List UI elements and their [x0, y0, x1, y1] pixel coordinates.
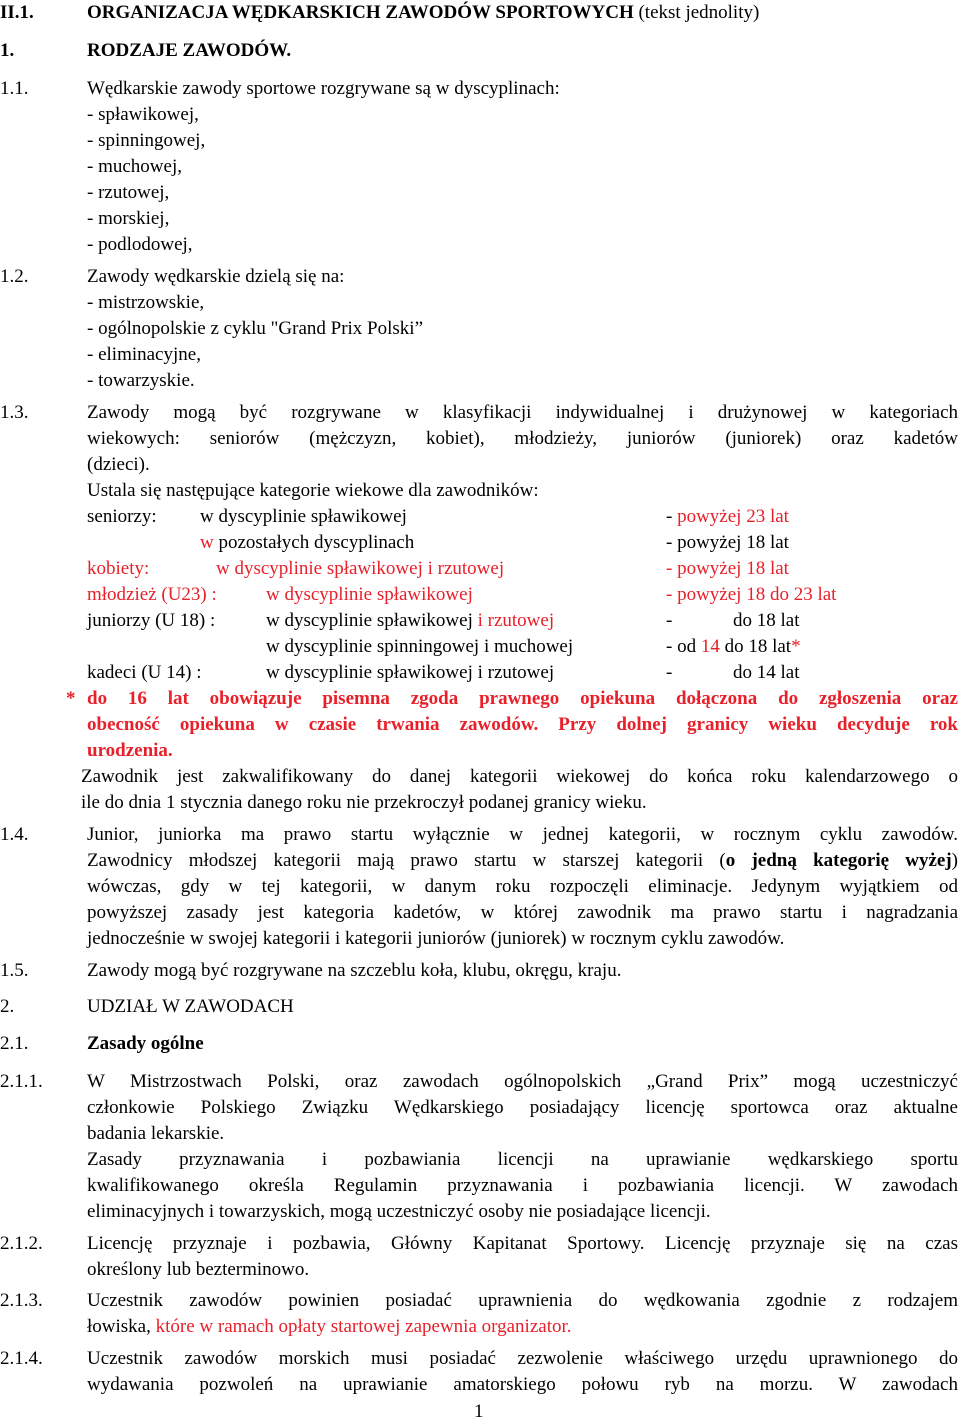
list-item: - spławikowej,: [87, 104, 199, 125]
paragraph-line: eliminacyjnych i towarzyskich, mogą uczestniczyć osoby nie posiadające licencji.: [87, 1201, 711, 1222]
paragraph-line: określony lub bezterminowo.: [87, 1259, 310, 1280]
list-item: - towarzyskie.: [87, 370, 195, 391]
section-number: 1.: [0, 40, 15, 61]
list-item: - spinningowej,: [87, 130, 206, 151]
paragraph-line: Licencję przyznaje i pozbawia, Główny Kapitanat Sportowy. Licencję przyznaje się na czas: [87, 1233, 958, 1254]
paragraph-number: 1.3.: [0, 402, 29, 423]
header-number: II.1.: [0, 2, 34, 23]
list-item: - eliminacyjne,: [87, 344, 201, 365]
section-number: 2.1.: [0, 1033, 29, 1054]
paragraph-line: kwalifikowanego określa Regulamin przyznawania i pozbawiania licencji. W zawodach: [87, 1175, 958, 1196]
header-title: ORGANIZACJA WĘDKARSKICH ZAWODÓW SPORTOWYCH: [87, 2, 634, 23]
paragraph-line: Zawody mogą być rozgrywane w klasyfikacji indywidualnej i drużynowej w kategoriach: [87, 402, 958, 423]
paragraph-line: Zasady przyznawania i pozbawiania licencji na uprawianie wędkarskiego sportu: [87, 1149, 958, 1170]
paragraph-number: 2.1.1.: [0, 1071, 43, 1092]
section-number: 2.: [0, 996, 15, 1017]
category-label: kadeci (U 14) :: [87, 662, 202, 683]
paragraph-number: 1.5.: [0, 960, 29, 981]
paragraph-line: Junior, juniorka ma prawo startu wyłącznie w jednej kategorii, w rocznym cyklu zawodów.: [87, 824, 958, 845]
category-age: - powyżej 18 do 23 lat: [666, 584, 837, 605]
category-discipline: w dyscyplinie spławikowej: [266, 584, 473, 605]
paragraph-number: 1.2.: [0, 266, 29, 287]
category-age: - powyżej 18 lat: [666, 558, 789, 579]
list-item: - rzutowej,: [87, 182, 170, 203]
category-discipline: w dyscyplinie spinningowej i muchowej: [266, 636, 574, 657]
category-age: - powyżej 23 lat: [666, 506, 789, 527]
category-age: - od 14 do 18 lat*: [666, 636, 801, 657]
paragraph-line: badania lekarskie.: [87, 1123, 225, 1144]
paragraph-number: 2.1.3.: [0, 1290, 43, 1311]
category-discipline: w dyscyplinie spławikowej i rzutowej: [266, 662, 555, 683]
paragraph-line: (dzieci).: [87, 454, 150, 475]
note-line: obecność opiekuna w czasie trwania zawodów. Przy dolnej granicy wieku decyduje rok: [87, 714, 958, 735]
header-suffix: (tekst jednolity): [633, 2, 760, 23]
list-item: - ogólnopolskie z cyklu "Grand Prix Polski”: [87, 318, 423, 339]
section-title: Zasady ogólne: [87, 1033, 204, 1054]
age-categories-intro: Ustala się następujące kategorie wiekowe dla zawodników:: [87, 480, 539, 501]
category-label: seniorzy:: [87, 506, 157, 527]
category-label: młodzież (U23) :: [87, 584, 217, 605]
paragraph-line: Uczestnik zawodów morskich musi posiadać zezwolenie właściwego urzędu uprawnionego do: [87, 1348, 958, 1369]
paragraph-number: 2.1.4.: [0, 1348, 43, 1369]
note-line: do 16 lat obowiązuje pisemna zgoda prawnego opiekuna dołączona do zgłoszenia oraz: [87, 688, 958, 709]
paragraph-line: jednocześnie w swojej kategorii i kategorii juniorów (juniorek) w rocznym cyklu zawodów.: [87, 928, 785, 949]
category-discipline: w dyscyplinie spławikowej: [200, 506, 407, 527]
category-age: do 14 lat: [733, 662, 800, 683]
section-title: UDZIAŁ W ZAWODACH: [87, 996, 294, 1017]
paragraph-number: 2.1.2.: [0, 1233, 43, 1254]
paragraph-line: ile do dnia 1 stycznia danego roku nie przekroczył podanej granicy wieku.: [81, 792, 647, 813]
paragraph-line: W Mistrzostwach Polski, oraz zawodach ogólnopolskich „Grand Prix” mogą uczestniczyć: [87, 1071, 958, 1092]
paragraph-line: Zawodnicy młodszej kategorii mają prawo startu w starszej kategorii (o jedną kategorię wyżej): [87, 850, 958, 871]
paragraph-text: Wędkarskie zawody sportowe rozgrywane są w dyscyplinach:: [87, 78, 560, 99]
paragraph-line: członkowie Polskiego Związku Wędkarskiego posiadający licencję sportowca oraz aktualne: [87, 1097, 958, 1118]
list-item: - mistrzowskie,: [87, 292, 205, 313]
category-discipline: w dyscyplinie spławikowej i rzutowej: [216, 558, 505, 579]
category-label: kobiety:: [87, 558, 150, 579]
category-age: do 18 lat: [733, 610, 800, 631]
category-dash: -: [666, 662, 673, 683]
list-item: - muchowej,: [87, 156, 182, 177]
paragraph-line: powyższej zasady jest kategoria kadetów, w której zawodnik ma prawo startu i nagradzania: [87, 902, 958, 923]
paragraph-text: Zawody mogą być rozgrywane na szczeblu koła, klubu, okręgu, kraju.: [87, 960, 622, 981]
paragraph-line: Zawodnik jest zakwalifikowany do danej kategorii wiekowej do końca roku kalendarzowego o: [81, 766, 958, 787]
category-discipline: w dyscyplinie spławikowej i rzutowej: [266, 610, 555, 631]
paragraph-line: Uczestnik zawodów powinien posiadać uprawnienia do wędkowania zgodnie z rodzajem: [87, 1290, 958, 1311]
list-item: - morskiej,: [87, 208, 170, 229]
paragraph-number: 1.4.: [0, 824, 29, 845]
note-line: urodzenia.: [87, 740, 173, 761]
note-asterisk: *: [66, 688, 76, 709]
category-discipline: w pozostałych dyscyplinach: [200, 532, 415, 553]
category-dash: -: [666, 610, 673, 631]
paragraph-line: wydawania pozwoleń na uprawianie amatorskiego połowu ryb na morzu. W zawodach: [87, 1374, 958, 1395]
category-age: - powyżej 18 lat: [666, 532, 789, 553]
category-label: juniorzy (U 18) :: [87, 610, 216, 631]
page-number: 1: [474, 1401, 484, 1422]
paragraph-line: wówczas, gdy w tej kategorii, w danym roku rozpoczęli eliminacje. Jedynym wyjątkiem od: [87, 876, 958, 897]
paragraph-text: Zawody wędkarskie dzielą się na:: [87, 266, 345, 287]
paragraph-line: łowiska, które w ramach opłaty startowej zapewnia organizator.: [87, 1316, 572, 1337]
paragraph-line: wiekowych: seniorów (mężczyzn, kobiet), młodzieży, juniorów (juniorek) oraz kadetów: [87, 428, 958, 449]
paragraph-number: 1.1.: [0, 78, 29, 99]
section-title: RODZAJE ZAWODÓW.: [87, 40, 292, 61]
list-item: - podlodowej,: [87, 234, 193, 255]
